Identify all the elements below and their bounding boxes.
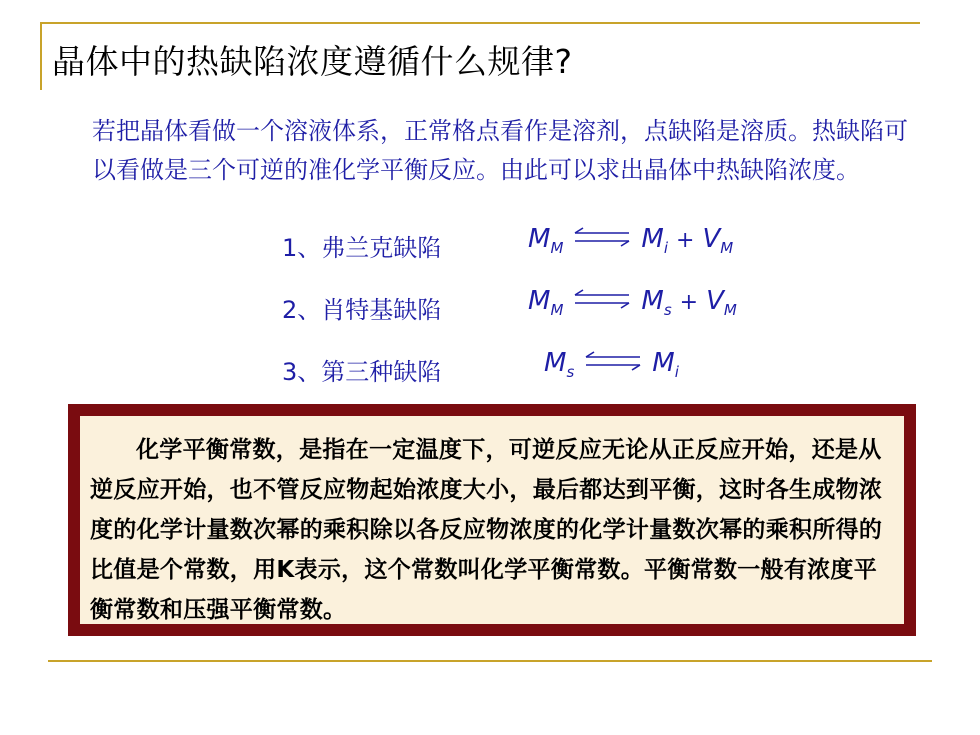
definition-box — [68, 404, 916, 636]
top-divider — [40, 22, 920, 24]
bottom-divider — [48, 660, 932, 662]
double-harpoon-arrows-icon — [573, 227, 631, 247]
plus-sign: + — [676, 228, 695, 253]
reaction-frenkel — [282, 224, 802, 264]
reaction-schottky — [282, 286, 802, 326]
reaction-third-type — [282, 348, 802, 388]
reaction-equation — [528, 286, 737, 319]
reaction-label: 1、弗兰克缺陷 — [282, 234, 442, 262]
reaction-label: 2、肖特基缺陷 — [282, 296, 442, 324]
reaction-equation — [528, 224, 733, 257]
vacancy-term: $V_M$ — [702, 224, 734, 257]
double-harpoon-arrows-icon — [573, 289, 631, 309]
definition-box-inner — [80, 416, 904, 624]
product-term: $M_s$ — [641, 286, 672, 319]
reaction-equation — [544, 348, 679, 381]
reactant-term: $M_s$ — [544, 348, 575, 381]
definition-text: 化学平衡常数，是指在一定温度下，可逆反应无论从正反应开始，还是从逆反应开始，也不管反应物起始浓度大小，最后都达到平衡，这时各生成物浓度的化学计量数次幂的乘积除以各反应物浓度的化学计量数次幂的乘积所得的比值是个常数，用K表示，这个常数叫化学平衡常数。平衡常数一般有浓度平衡常数和压强平衡常数。 — [90, 437, 883, 623]
intro-paragraph: 若把晶体看做一个溶液体系，正常格点看作是溶剂，点缺陷是溶质。热缺陷可以看做是三个可逆的准化学平衡反应。由此可以求出晶体中热缺陷浓度。 — [92, 117, 908, 184]
plus-sign: + — [679, 290, 699, 315]
double-harpoon-arrows-icon — [584, 351, 642, 371]
title-accent-bar — [40, 22, 42, 90]
page-title: 晶体中的热缺陷浓度遵循什么规律? — [52, 42, 573, 81]
product-term: $M_i$ — [652, 348, 679, 381]
reactant-term: $M_M$ — [528, 286, 564, 319]
reactant-term: $M_M$ — [528, 224, 564, 257]
vacancy-term: $V_M$ — [706, 286, 737, 319]
product-term: $M_i$ — [641, 224, 668, 257]
reaction-label: 3、第三种缺陷 — [282, 358, 442, 386]
